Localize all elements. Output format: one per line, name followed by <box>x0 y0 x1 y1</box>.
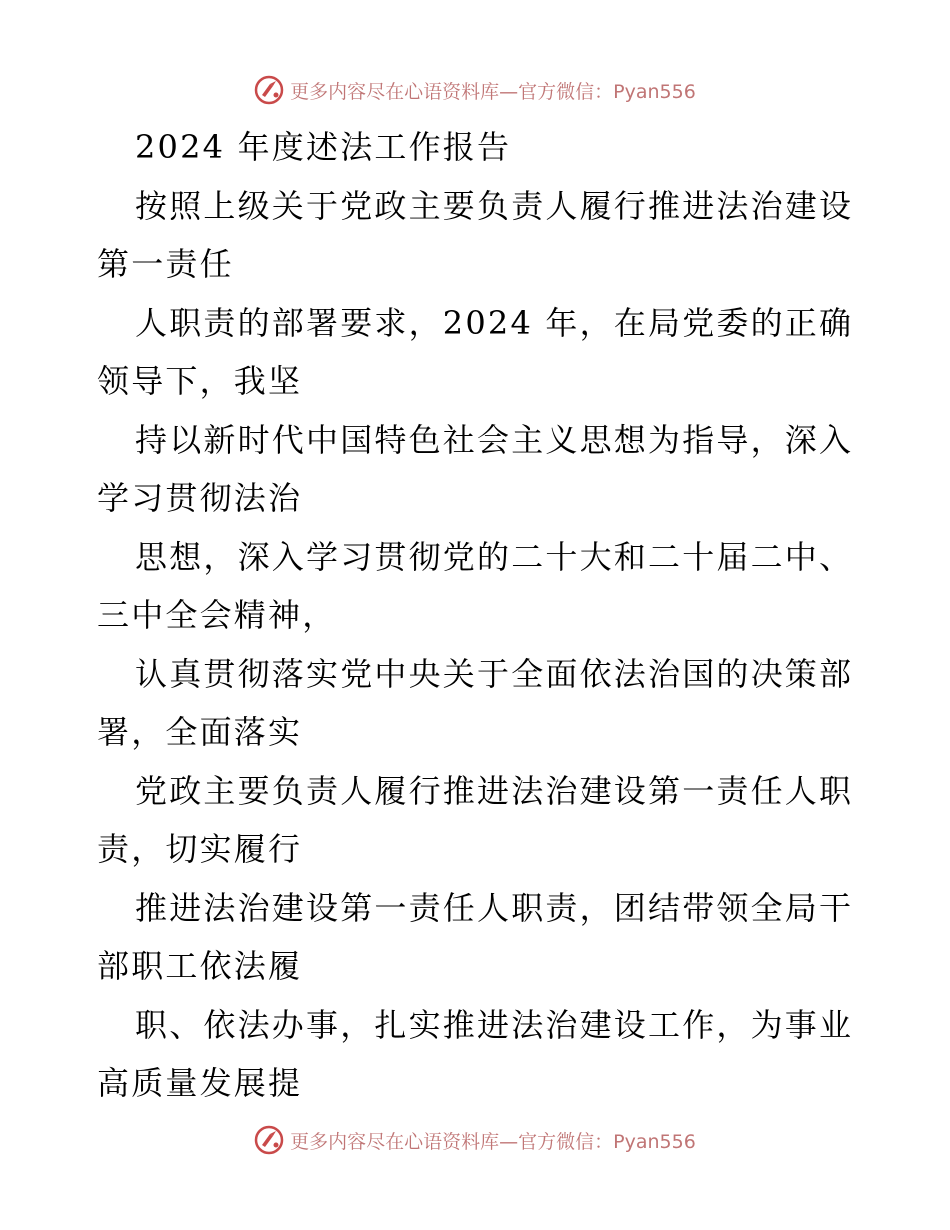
document-body <box>97 118 857 1113</box>
paragraph-line: 部职工依法履 <box>97 947 303 985</box>
brand-logo-icon <box>254 1125 284 1155</box>
header-watermark <box>0 70 950 110</box>
paragraph-line: 推进法治建设第一责任人职责，团结带领全局干 <box>135 888 854 927</box>
paragraph-line: 人职责的部署要求，2024 年，在局党委的正确 <box>135 303 854 342</box>
paragraph-line: 三中全会精神， <box>97 596 337 634</box>
paragraph-line: 党政主要负责人履行推进法治建设第一责任人职 <box>135 771 854 810</box>
paragraph-line: 持以新时代中国特色社会主义思想为指导，深入 <box>135 420 854 459</box>
paragraph-line: 责，切实履行 <box>97 830 303 868</box>
paragraph-line: 思想，深入学习贯彻党的二十大和二十届二中、 <box>135 537 854 576</box>
document-title: 2024 年度述法工作报告 <box>135 128 512 166</box>
paragraph-line: 认真贯彻落实党中央关于全面依法治国的决策部 <box>135 654 854 693</box>
footer-watermark <box>0 1120 950 1160</box>
watermark-text: 更多内容尽在心语资料库—官方微信：Pyan556 <box>290 1130 696 1153</box>
paragraph-line: 署，全面落实 <box>97 713 303 751</box>
paragraph-line: 第一责任 <box>97 245 234 283</box>
brand-logo-icon <box>254 75 284 105</box>
paragraph-line: 按照上级关于党政主要负责人履行推进法治建设 <box>135 186 854 225</box>
paragraph-line: 学习贯彻法治 <box>97 479 303 517</box>
watermark-text: 更多内容尽在心语资料库—官方微信：Pyan556 <box>290 80 696 103</box>
paragraph-line: 职、依法办事，扎实推进法治建设工作，为事业 <box>135 1005 854 1044</box>
paragraph-line: 高质量发展提 <box>97 1064 303 1102</box>
paragraph-line: 领导下，我坚 <box>97 362 303 400</box>
